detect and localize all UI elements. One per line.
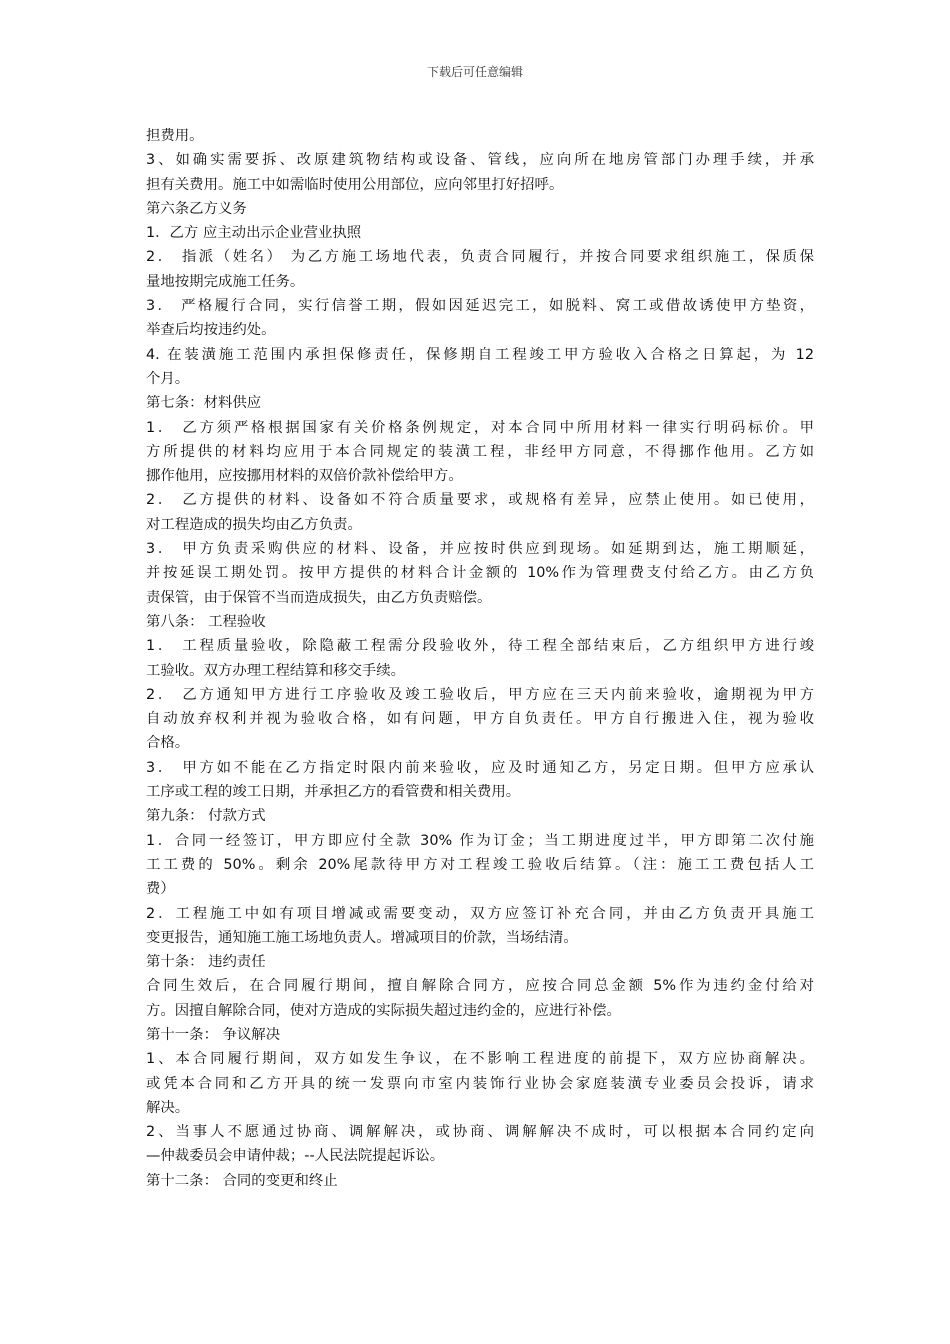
document-line: 第十二条： 合同的变更和终止 xyxy=(146,1172,338,1189)
document-line: 1． 工程质量验收，除隐蔽工程需分段验收外，待工程全部结束后，乙方组织甲方进行竣 xyxy=(146,638,814,655)
document-line: 第七条：材料供应 xyxy=(146,395,262,412)
document-line: 挪作他用，应按挪用材料的双倍价款补偿给甲方。 xyxy=(146,468,463,485)
page-header: 下载后可任意编辑 xyxy=(426,65,523,79)
document-line: 担有关费用。施工中如需临时使用公用部位，应向邻里打好招呼。 xyxy=(146,176,564,193)
document-line: 解决。 xyxy=(146,1099,190,1116)
document-line: 工序或工程的竣工日期，并承担乙方的看管费和相关费用。 xyxy=(146,784,521,801)
document-line: 或凭本合同和乙方开具的统一发票向市室内装饰行业协会家庭装潢专业委员会投诉，请求 xyxy=(146,1075,814,1092)
document-line: 第十条： 违约责任 xyxy=(146,954,266,971)
document-line: 工工费的 50%。剩余 20%尾款待甲方对工程竣工验收后结算。（注：施工工费包括人工 xyxy=(146,856,814,873)
document-line: 2． 指派（姓名） 为乙方施工场地代表，负责合同履行，并按合同要求组织施工，保质保 xyxy=(146,249,814,266)
document-line: 个月。 xyxy=(146,370,190,387)
document-line: 量地按期完成施工任务。 xyxy=(146,273,305,290)
document-line: 1．乙方 应主动出示企业营业执照 xyxy=(146,225,362,242)
document-line: 方。因擅自解除合同，使对方造成的实际损失超过违约金的，应进行补偿。 xyxy=(146,1002,621,1019)
document-line: 方所提供的材料均应用于本合同规定的装潢工程，非经甲方同意，不得挪作他用。乙方如 xyxy=(146,443,814,460)
document-line: 2． 乙方通知甲方进行工序验收及竣工验收后，甲方应在三天内前来验收，逾期视为甲方 xyxy=(146,686,814,703)
document-line: 自动放弃权利并视为验收合格，如有问题，甲方自负责任。甲方自行搬进入住，视为验收 xyxy=(146,711,814,728)
document-line: 费） xyxy=(146,881,175,898)
document-line: 担费用。 xyxy=(146,128,204,144)
document-line: 举查后均按违约处。 xyxy=(146,322,276,339)
document-body xyxy=(146,124,814,1193)
document-line: 工验收。双方办理工程结算和移交手续。 xyxy=(146,662,406,679)
document-line: 合同生效后，在合同履行期间，擅自解除合同方，应按合同总金额 5%作为违约金付给对 xyxy=(146,978,814,995)
document-line: 第九条： 付款方式 xyxy=(146,808,266,825)
document-line: 第六条乙方义务 xyxy=(146,200,247,217)
document-line: 变更报告，通知施工施工场地负责人。增减项目的价款，当场结清。 xyxy=(146,929,578,946)
document-line: 4. 在装潢施工范围内承担保修责任，保修期自工程竣工甲方验收入合格之日算起，为 12 xyxy=(146,346,814,363)
document-line: —仲裁委员会申请仲裁；--人民法院提起诉讼。 xyxy=(146,1148,445,1165)
document-line: 1． 乙方须严格根据国家有关价格条例规定，对本合同中所用材料一律实行明码标价。甲 xyxy=(146,419,814,436)
document-line: 1、本合同履行期间，双方如发生争议，在不影响工程进度的前提下，双方应协商解决。 xyxy=(146,1051,814,1068)
document-line: 并按延误工期处罚。按甲方提供的材料合计金额的 10%作为管理费支付给乙方。由乙方负 xyxy=(146,565,814,582)
document-line: 合格。 xyxy=(146,735,190,752)
document-line: 1．合同一经签订，甲方即应付全款 30% 作为订金；当工期进度过半，甲方即第二次付施 xyxy=(146,832,814,849)
document-line: 3、如确实需要拆、改原建筑物结构或设备、管线，应向所在地房管部门办理手续，并承 xyxy=(146,152,814,169)
document-line: 2． 乙方提供的材料、设备如不符合质量要求，或规格有差异，应禁止使用。如已使用， xyxy=(146,492,814,509)
document-line: 2．工程施工中如有项目增减或需要变动，双方应签订补充合同，并由乙方负责开具施工 xyxy=(146,905,814,922)
document-line: 2、当事人不愿通过协商、调解解决，或协商、调解解决不成时，可以根据本合同约定向 xyxy=(146,1124,814,1141)
document-line: 3． 甲方如不能在乙方指定时限内前来验收，应及时通知乙方，另定日期。但甲方应承认 xyxy=(146,759,814,776)
document-line: 3． 严格履行合同，实行信誉工期，假如因延迟完工，如脱料、窝工或借故诱使甲方垫资， xyxy=(146,298,814,315)
document-line: 对工程造成的损失均由乙方负责。 xyxy=(146,516,362,533)
document-line: 责保管，由于保管不当而造成损失，由乙方负责赔偿。 xyxy=(146,589,492,606)
document-line: 第八条： 工程验收 xyxy=(146,613,266,630)
document-line: 3． 甲方负责采购供应的材料、设备，并应按时供应到现场。如延期到达，施工期顺延， xyxy=(146,541,814,558)
document-line: 第十一条： 争议解决 xyxy=(146,1026,281,1043)
